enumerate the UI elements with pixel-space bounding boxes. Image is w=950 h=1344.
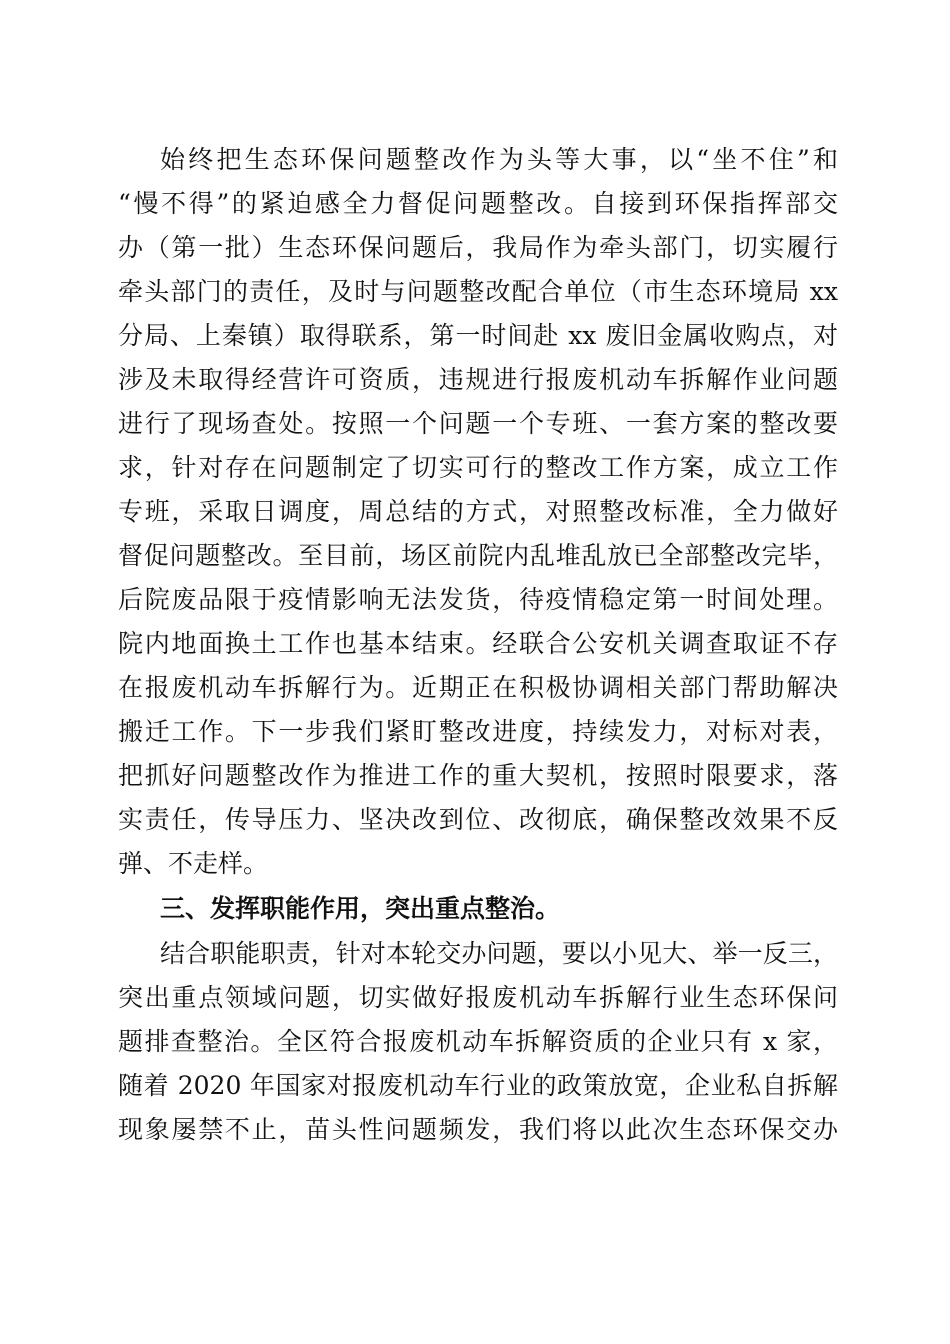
paragraph-1-line: 专班，采取日调度，周总结的方式，对照整改标准，全力做好 [118, 497, 838, 526]
paragraph-2-line: 结合职能职责，针对本轮交办问题，要以小见大、举一反三， [160, 939, 838, 968]
paragraph-1-line: 搬迁工作。下一步我们紧盯整改进度，持续发力，对标对表， [118, 717, 838, 746]
section-heading-3: 三、发挥职能作用，突出重点整治。 [160, 894, 561, 923]
paragraph-2-line: 突出重点领域问题，切实做好报废机动车拆解行业生态环保问 [118, 983, 838, 1012]
paragraph-2-line: 随着 2020 年国家对报废机动车行业的政策放宽，企业私自拆解 [118, 1071, 838, 1100]
paragraph-2-line: 题排查整治。全区符合报废机动车拆解资质的企业只有 x 家， [118, 1027, 838, 1056]
paragraph-2-line: 现象屡禁不止，苗头性问题频发，我们将以此次生态环保交办 [118, 1115, 838, 1144]
paragraph-1-line: 督促问题整改。至目前，场区前院内乱堆乱放已全部整改完毕， [118, 541, 838, 570]
paragraph-1-line: 涉及未取得经营许可资质，违规进行报废机动车拆解作业问题 [118, 365, 838, 394]
paragraph-1-line: 院内地面换土工作也基本结束。经联合公安机关调查取证不存 [118, 629, 838, 658]
paragraph-1-line: 实责任，传导压力、坚决改到位、改彻底，确保整改效果不反 [118, 805, 838, 834]
paragraph-1-line: 分局、上秦镇）取得联系，第一时间赴 xx 废旧金属收购点，对 [118, 321, 838, 350]
paragraph-1-line: 始终把生态环保问题整改作为头等大事，以“坐不住”和 [160, 145, 838, 174]
paragraph-1-line: 求，针对存在问题制定了切实可行的整改工作方案，成立工作 [118, 453, 838, 482]
paragraph-1-line: 进行了现场查处。按照一个问题一个专班、一套方案的整改要 [118, 409, 838, 438]
paragraph-1-line: 办（第一批）生态环保问题后，我局作为牵头部门，切实履行 [118, 233, 838, 262]
paragraph-1-line: 在报废机动车拆解行为。近期正在积极协调相关部门帮助解决 [118, 673, 838, 702]
paragraph-1-line: 把抓好问题整改作为推进工作的重大契机，按照时限要求，落 [118, 761, 838, 790]
paragraph-1-line: 弹、不走样。 [118, 849, 269, 878]
paragraph-1-line: 后院废品限于疫情影响无法发货，待疫情稳定第一时间处理。 [118, 585, 838, 614]
paragraph-1-line: 牵头部门的责任，及时与问题整改配合单位（市生态环境局 xx [118, 277, 838, 306]
paragraph-1-line: “慢不得”的紧迫感全力督促问题整改。自接到环保指挥部交 [118, 189, 838, 218]
